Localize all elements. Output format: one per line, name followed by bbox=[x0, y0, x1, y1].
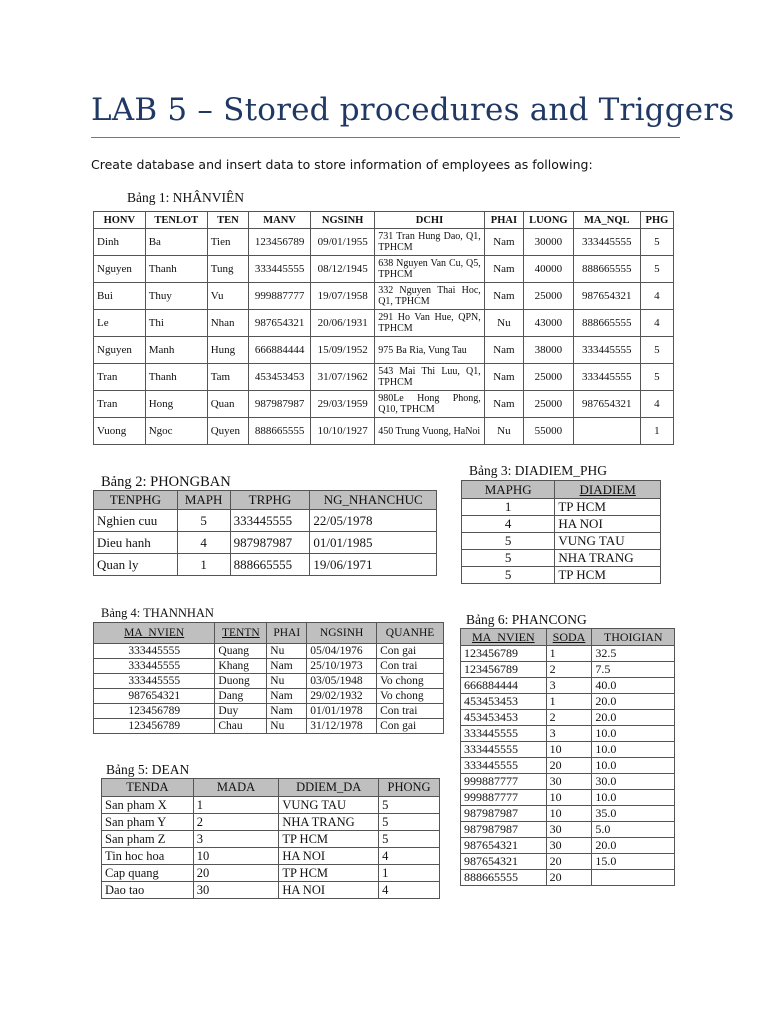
table-cell: 999887777 bbox=[461, 790, 547, 806]
table-cell: 20.0 bbox=[592, 710, 675, 726]
table-row bbox=[461, 726, 675, 742]
table-cell: Quan bbox=[207, 391, 248, 418]
diadiem-table bbox=[461, 480, 661, 584]
table-cell: 987987987 bbox=[461, 822, 547, 838]
table-cell: 731 Tran Hung Dao, Q1, TPHCM bbox=[375, 229, 485, 256]
table-row bbox=[461, 790, 675, 806]
column-header: PHONG bbox=[379, 779, 440, 797]
table-cell: 15.0 bbox=[592, 854, 675, 870]
table-cell: 20 bbox=[546, 758, 592, 774]
table-cell: 987654321 bbox=[249, 310, 311, 337]
table-cell: Con trai bbox=[377, 704, 444, 719]
table-cell: 25000 bbox=[524, 283, 574, 310]
column-header: HONV bbox=[94, 212, 146, 229]
table-cell: Tran bbox=[94, 391, 146, 418]
table-cell: 19/06/1971 bbox=[310, 554, 437, 576]
table-cell bbox=[573, 418, 640, 445]
table-cell: 01/01/1985 bbox=[310, 532, 437, 554]
table-cell: 5 bbox=[640, 256, 673, 283]
table-row bbox=[94, 719, 444, 734]
table-cell: 10 bbox=[546, 790, 592, 806]
table-cell: 291 Ho Van Hue, QPN, TPHCM bbox=[375, 310, 485, 337]
column-header: TRPHG bbox=[230, 491, 310, 510]
table-cell: NHA TRANG bbox=[279, 814, 379, 831]
intro-text: Create database and insert data to store information of employees as following: bbox=[91, 157, 593, 172]
table-row bbox=[462, 550, 661, 567]
table-cell: 1 bbox=[462, 499, 555, 516]
table-cell: 3 bbox=[546, 678, 592, 694]
table-cell: 5 bbox=[462, 533, 555, 550]
table-cell: 987987987 bbox=[461, 806, 547, 822]
table-cell: Dieu hanh bbox=[94, 532, 178, 554]
table-row bbox=[94, 418, 674, 445]
table-cell: Quan ly bbox=[94, 554, 178, 576]
table-cell: 38000 bbox=[524, 337, 574, 364]
table-cell: Nam bbox=[484, 256, 523, 283]
table-row bbox=[461, 662, 675, 678]
table-cell: 333445555 bbox=[573, 229, 640, 256]
table-row bbox=[461, 854, 675, 870]
column-header: PHAI bbox=[484, 212, 523, 229]
column-header: SODA bbox=[546, 629, 592, 646]
table-cell: 4 bbox=[379, 882, 440, 899]
table-cell: 4 bbox=[640, 283, 673, 310]
table-cell: 4 bbox=[462, 516, 555, 533]
table-cell: 980Le Hong Phong, Q10, TPHCM bbox=[375, 391, 485, 418]
table-cell: Thanh bbox=[145, 364, 207, 391]
table-cell: Ba bbox=[145, 229, 207, 256]
table-cell: 888665555 bbox=[573, 310, 640, 337]
table-cell: 543 Mai Thi Luu, Q1, TPHCM bbox=[375, 364, 485, 391]
column-header: LUONG bbox=[524, 212, 574, 229]
table-cell: 5 bbox=[462, 567, 555, 584]
table-cell: 123456789 bbox=[249, 229, 311, 256]
table-cell: Nam bbox=[267, 659, 307, 674]
table2-caption: Bảng 2: PHONGBAN bbox=[101, 474, 231, 490]
table-cell: 2 bbox=[546, 710, 592, 726]
table-cell: 25000 bbox=[524, 391, 574, 418]
table-cell: Quang bbox=[215, 644, 267, 659]
table-cell: 29/03/1959 bbox=[311, 391, 375, 418]
table-cell: Tran bbox=[94, 364, 146, 391]
table-row bbox=[461, 758, 675, 774]
table-cell: Vu bbox=[207, 283, 248, 310]
table-cell: 31/12/1978 bbox=[307, 719, 377, 734]
table-row bbox=[102, 882, 440, 899]
table-cell: 30 bbox=[546, 822, 592, 838]
table-row bbox=[94, 532, 437, 554]
table-cell: 43000 bbox=[524, 310, 574, 337]
table-row bbox=[94, 364, 674, 391]
table-cell: Thi bbox=[145, 310, 207, 337]
table-header-row bbox=[102, 779, 440, 797]
table-cell: 333445555 bbox=[94, 659, 215, 674]
table-cell: 333445555 bbox=[230, 510, 310, 532]
table-cell: Vo chong bbox=[377, 689, 444, 704]
table-cell: 30 bbox=[546, 774, 592, 790]
table-cell: Hung bbox=[207, 337, 248, 364]
table-row bbox=[94, 704, 444, 719]
table-cell: 333445555 bbox=[249, 256, 311, 283]
table-cell: Nam bbox=[484, 283, 523, 310]
table5-caption: Bảng 5: DEAN bbox=[106, 762, 190, 777]
column-header: DDIEM_DA bbox=[279, 779, 379, 797]
table-cell: 20/06/1931 bbox=[311, 310, 375, 337]
column-header: TEN bbox=[207, 212, 248, 229]
table-cell: TP HCM bbox=[555, 567, 661, 584]
table-cell: 987987987 bbox=[230, 532, 310, 554]
table-cell: HA NOI bbox=[279, 848, 379, 865]
table-cell: 10/10/1927 bbox=[311, 418, 375, 445]
table-cell: Con trai bbox=[377, 659, 444, 674]
phongban-table bbox=[93, 490, 437, 576]
table-cell: Nhan bbox=[207, 310, 248, 337]
table-cell: 22/05/1978 bbox=[310, 510, 437, 532]
table-cell: 4 bbox=[177, 532, 230, 554]
table-cell: 123456789 bbox=[461, 662, 547, 678]
table-cell: 987654321 bbox=[461, 854, 547, 870]
table-cell: Thanh bbox=[145, 256, 207, 283]
table-cell: 40.0 bbox=[592, 678, 675, 694]
table-cell: 123456789 bbox=[461, 646, 547, 662]
table-cell: Nu bbox=[484, 310, 523, 337]
table-row bbox=[94, 229, 674, 256]
table-cell: Nghien cuu bbox=[94, 510, 178, 532]
table-cell: 32.5 bbox=[592, 646, 675, 662]
table-cell: VUNG TAU bbox=[279, 797, 379, 814]
table-row bbox=[461, 694, 675, 710]
table-cell: 30000 bbox=[524, 229, 574, 256]
table-cell: 333445555 bbox=[94, 674, 215, 689]
table-cell: Nguyen bbox=[94, 337, 146, 364]
table-row bbox=[461, 838, 675, 854]
table-cell: Cap quang bbox=[102, 865, 194, 882]
table-cell: HA NOI bbox=[555, 516, 661, 533]
table-cell: 999887777 bbox=[249, 283, 311, 310]
table-row bbox=[462, 567, 661, 584]
table-cell: 888665555 bbox=[461, 870, 547, 886]
table-cell: Nguyen bbox=[94, 256, 146, 283]
table-cell: Ngoc bbox=[145, 418, 207, 445]
table-cell: Nam bbox=[484, 337, 523, 364]
table-cell: TP HCM bbox=[279, 865, 379, 882]
table-cell: 1 bbox=[546, 694, 592, 710]
table-cell: 55000 bbox=[524, 418, 574, 445]
table-row bbox=[94, 644, 444, 659]
table-cell: 20.0 bbox=[592, 838, 675, 854]
table-cell: 333445555 bbox=[94, 644, 215, 659]
table-row bbox=[461, 742, 675, 758]
table-cell: Khang bbox=[215, 659, 267, 674]
table-cell: Vuong bbox=[94, 418, 146, 445]
table-cell: 333445555 bbox=[573, 364, 640, 391]
table-cell: 30.0 bbox=[592, 774, 675, 790]
table-cell: 453453453 bbox=[461, 710, 547, 726]
table-cell: Nu bbox=[267, 719, 307, 734]
table-cell: Con gai bbox=[377, 644, 444, 659]
table-row bbox=[462, 499, 661, 516]
table-cell: 20 bbox=[546, 854, 592, 870]
table-cell: 333445555 bbox=[461, 726, 547, 742]
table-row bbox=[102, 865, 440, 882]
table-cell: 999887777 bbox=[461, 774, 547, 790]
table-cell: 987654321 bbox=[573, 391, 640, 418]
table-cell: 450 Trung Vuong, HaNoi bbox=[375, 418, 485, 445]
column-header: NGSINH bbox=[311, 212, 375, 229]
table-cell: 5 bbox=[379, 831, 440, 848]
table-row bbox=[94, 674, 444, 689]
table-cell: 638 Nguyen Van Cu, Q5, TPHCM bbox=[375, 256, 485, 283]
table-cell: 09/01/1955 bbox=[311, 229, 375, 256]
table-cell: 03/05/1948 bbox=[307, 674, 377, 689]
table-cell: Tin hoc hoa bbox=[102, 848, 194, 865]
table-row bbox=[102, 797, 440, 814]
column-header: NG_NHANCHUC bbox=[310, 491, 437, 510]
table-cell: Dinh bbox=[94, 229, 146, 256]
table-cell: 5 bbox=[177, 510, 230, 532]
column-header: PHG bbox=[640, 212, 673, 229]
table-row bbox=[94, 283, 674, 310]
table-cell: 20.0 bbox=[592, 694, 675, 710]
table-cell: 29/02/1932 bbox=[307, 689, 377, 704]
table-cell: 987654321 bbox=[461, 838, 547, 854]
table-row bbox=[94, 337, 674, 364]
table-row bbox=[94, 510, 437, 532]
table-cell: Duy bbox=[215, 704, 267, 719]
table-row bbox=[94, 310, 674, 337]
table-row bbox=[461, 710, 675, 726]
table-cell: 10.0 bbox=[592, 790, 675, 806]
table-cell bbox=[592, 870, 675, 886]
table-cell: TP HCM bbox=[555, 499, 661, 516]
table-cell: 1 bbox=[177, 554, 230, 576]
table-cell: 987654321 bbox=[94, 689, 215, 704]
table-cell: 4 bbox=[640, 310, 673, 337]
table-row bbox=[94, 689, 444, 704]
table-cell: 1 bbox=[640, 418, 673, 445]
table-row bbox=[461, 774, 675, 790]
table-cell: 975 Ba Ria, Vung Tau bbox=[375, 337, 485, 364]
table-cell: 2 bbox=[193, 814, 279, 831]
table-cell: 25000 bbox=[524, 364, 574, 391]
table-cell: 5 bbox=[379, 797, 440, 814]
table-cell: 19/07/1958 bbox=[311, 283, 375, 310]
column-header: DIADIEM bbox=[555, 481, 661, 499]
table-header-row bbox=[94, 623, 444, 644]
table-cell: 888665555 bbox=[249, 418, 311, 445]
table-cell: 666884444 bbox=[461, 678, 547, 694]
table-cell: 20 bbox=[193, 865, 279, 882]
column-header: TENPHG bbox=[94, 491, 178, 510]
table-cell: 1 bbox=[193, 797, 279, 814]
column-header: THOIGIAN bbox=[592, 629, 675, 646]
table-row bbox=[102, 814, 440, 831]
table-cell: Nu bbox=[484, 418, 523, 445]
table-cell: 5 bbox=[379, 814, 440, 831]
table-row bbox=[461, 646, 675, 662]
table-cell: 10.0 bbox=[592, 742, 675, 758]
table-cell: Dao tao bbox=[102, 882, 194, 899]
table-cell: Nam bbox=[484, 229, 523, 256]
table-row bbox=[461, 822, 675, 838]
table-cell: 5 bbox=[640, 364, 673, 391]
table-cell: Tien bbox=[207, 229, 248, 256]
table-cell: 987654321 bbox=[573, 283, 640, 310]
table-cell: Bui bbox=[94, 283, 146, 310]
table-cell: 1 bbox=[546, 646, 592, 662]
table-header-row bbox=[94, 212, 674, 229]
table-row bbox=[461, 870, 675, 886]
column-header: NGSINH bbox=[307, 623, 377, 644]
table-cell: 987987987 bbox=[249, 391, 311, 418]
table-cell: Nu bbox=[267, 644, 307, 659]
column-header: TENTN bbox=[215, 623, 267, 644]
table-cell: 5 bbox=[462, 550, 555, 567]
table-cell: 10.0 bbox=[592, 758, 675, 774]
column-header: DCHI bbox=[375, 212, 485, 229]
table-row bbox=[94, 554, 437, 576]
table6-caption: Bảng 6: PHANCONG bbox=[466, 612, 587, 627]
table-cell: TP HCM bbox=[279, 831, 379, 848]
table-cell: 5 bbox=[640, 337, 673, 364]
table-cell: 05/04/1976 bbox=[307, 644, 377, 659]
table-cell: 333445555 bbox=[573, 337, 640, 364]
nhanvien-table bbox=[93, 211, 674, 445]
column-header: MA_NVIEN bbox=[94, 623, 215, 644]
table-cell: NHA TRANG bbox=[555, 550, 661, 567]
table-cell: 08/12/1945 bbox=[311, 256, 375, 283]
table-cell: 20 bbox=[546, 870, 592, 886]
table-cell: Tam bbox=[207, 364, 248, 391]
table-cell: 01/01/1978 bbox=[307, 704, 377, 719]
table-row bbox=[94, 391, 674, 418]
table-cell: Con gai bbox=[377, 719, 444, 734]
column-header: MAPHG bbox=[462, 481, 555, 499]
table1-caption: Bảng 1: NHÂNVIÊN bbox=[127, 190, 244, 205]
table-cell: VUNG TAU bbox=[555, 533, 661, 550]
table-cell: 123456789 bbox=[94, 704, 215, 719]
table-cell: 15/09/1952 bbox=[311, 337, 375, 364]
table-cell: San pham X bbox=[102, 797, 194, 814]
table-cell: 31/07/1962 bbox=[311, 364, 375, 391]
table-cell: Nam bbox=[484, 391, 523, 418]
table-cell: 35.0 bbox=[592, 806, 675, 822]
dean-table bbox=[101, 778, 440, 899]
table-cell: HA NOI bbox=[279, 882, 379, 899]
table-cell: 10 bbox=[546, 806, 592, 822]
table-cell: 30 bbox=[546, 838, 592, 854]
table-row bbox=[94, 659, 444, 674]
title-divider bbox=[91, 137, 680, 138]
table-cell: 40000 bbox=[524, 256, 574, 283]
table-cell: 888665555 bbox=[230, 554, 310, 576]
table-cell: 1 bbox=[379, 865, 440, 882]
table-row bbox=[462, 516, 661, 533]
column-header: MA_NVIEN bbox=[461, 629, 547, 646]
table-cell: Nu bbox=[267, 674, 307, 689]
table-cell: Chau bbox=[215, 719, 267, 734]
table-cell: 30 bbox=[193, 882, 279, 899]
table-cell: Duong bbox=[215, 674, 267, 689]
table-header-row bbox=[94, 491, 437, 510]
table-row bbox=[94, 256, 674, 283]
table-cell: Nam bbox=[267, 689, 307, 704]
column-header: MAPH bbox=[177, 491, 230, 510]
table-cell: Thuy bbox=[145, 283, 207, 310]
column-header: MANV bbox=[249, 212, 311, 229]
table-cell: 333445555 bbox=[461, 742, 547, 758]
table-cell: 123456789 bbox=[94, 719, 215, 734]
table-cell: Hong bbox=[145, 391, 207, 418]
table-cell: 453453453 bbox=[249, 364, 311, 391]
column-header: MADA bbox=[193, 779, 279, 797]
table-row bbox=[461, 678, 675, 694]
table-cell: 666884444 bbox=[249, 337, 311, 364]
table-cell: 5 bbox=[640, 229, 673, 256]
table-cell: 10 bbox=[193, 848, 279, 865]
table-row bbox=[462, 533, 661, 550]
table-cell: 333445555 bbox=[461, 758, 547, 774]
column-header: TENLOT bbox=[145, 212, 207, 229]
table-cell: 4 bbox=[640, 391, 673, 418]
table-row bbox=[102, 831, 440, 848]
table-cell: 4 bbox=[379, 848, 440, 865]
column-header: QUANHE bbox=[377, 623, 444, 644]
table-cell: Manh bbox=[145, 337, 207, 364]
table-cell: Quyen bbox=[207, 418, 248, 445]
table-cell: 453453453 bbox=[461, 694, 547, 710]
table-header-row bbox=[461, 629, 675, 646]
table-cell: 888665555 bbox=[573, 256, 640, 283]
table-cell: Le bbox=[94, 310, 146, 337]
table3-caption: Bảng 3: DIADIEM_PHG bbox=[469, 463, 607, 478]
table-cell: 25/10/1973 bbox=[307, 659, 377, 674]
table-row bbox=[461, 806, 675, 822]
thannhan-table bbox=[93, 622, 444, 734]
table-cell: 7.5 bbox=[592, 662, 675, 678]
table-cell: Nam bbox=[267, 704, 307, 719]
table-cell: Tung bbox=[207, 256, 248, 283]
column-header: MA_NQL bbox=[573, 212, 640, 229]
table-cell: 10 bbox=[546, 742, 592, 758]
table-cell: Vo chong bbox=[377, 674, 444, 689]
table-cell: San pham Y bbox=[102, 814, 194, 831]
table-cell: Nam bbox=[484, 364, 523, 391]
table-cell: 332 Nguyen Thai Hoc, Q1, TPHCM bbox=[375, 283, 485, 310]
column-header: TENDA bbox=[102, 779, 194, 797]
table-cell: 2 bbox=[546, 662, 592, 678]
table-row bbox=[102, 848, 440, 865]
table-cell: 10.0 bbox=[592, 726, 675, 742]
column-header: PHAI bbox=[267, 623, 307, 644]
table-cell: 5.0 bbox=[592, 822, 675, 838]
table4-caption: Bảng 4: THANNHAN bbox=[101, 606, 214, 620]
table-cell: 3 bbox=[546, 726, 592, 742]
phancong-table bbox=[460, 628, 675, 886]
table-header-row bbox=[462, 481, 661, 499]
table-cell: San pham Z bbox=[102, 831, 194, 848]
table-cell: 3 bbox=[193, 831, 279, 848]
page-title: LAB 5 – Stored procedures and Triggers bbox=[91, 92, 735, 128]
table-cell: Dang bbox=[215, 689, 267, 704]
